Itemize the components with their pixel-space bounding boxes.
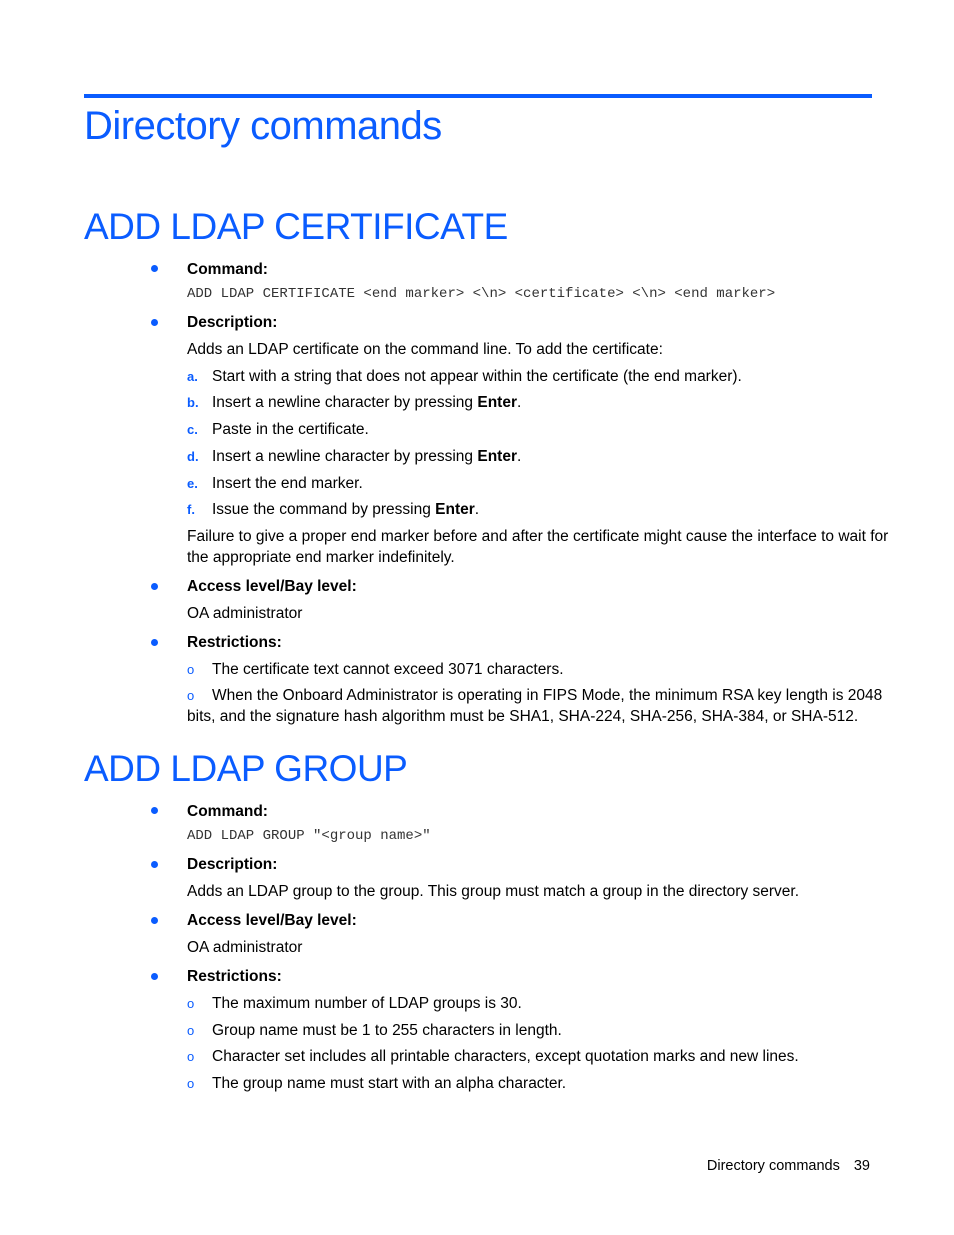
footer-section: Directory commands	[706, 1158, 840, 1174]
bullet-icon	[151, 861, 158, 868]
sub-bullet-icon: o	[187, 1023, 195, 1038]
section-title-add-ldap-group: ADD LDAP GROUP	[84, 748, 408, 789]
bullet-icon	[151, 917, 158, 924]
section-title-add-ldap-certificate: ADD LDAP CERTIFICATE	[84, 206, 508, 247]
step-text: Insert the end marker.	[212, 475, 363, 492]
restriction-item: The maximum number of LDAP groups is 30.	[212, 995, 522, 1012]
key-enter: Enter	[477, 394, 517, 411]
description-label: Description:	[187, 856, 278, 873]
step-marker: c.	[187, 422, 198, 437]
note-text: Failure to give a proper end marker before and after the certificate might cause the interface to wait for	[187, 528, 889, 545]
command-syntax: ADD LDAP CERTIFICATE <end marker> <\n> <certificate> <\n> <end marker>	[187, 286, 776, 302]
chapter-title: Directory commands	[84, 104, 442, 148]
step-text: Insert a newline character by pressing Enter.	[212, 448, 522, 465]
step-marker: e.	[187, 476, 198, 491]
access-label: Access level/Bay level:	[187, 912, 357, 929]
step-marker: f.	[187, 502, 195, 517]
restriction-item: The group name must start with an alpha character.	[212, 1075, 567, 1092]
description-text: Adds an LDAP group to the group. This group must match a group in the directory server.	[187, 883, 800, 900]
bullet-icon	[151, 639, 158, 646]
key-enter: Enter	[435, 501, 475, 518]
step-text: Start with a string that does not appear within the certificate (the end marker).	[212, 368, 742, 385]
restrictions-label: Restrictions:	[187, 968, 282, 985]
command-label: Command:	[187, 803, 268, 820]
step-marker: b.	[187, 395, 199, 410]
command-syntax: ADD LDAP GROUP "<group name>"	[187, 828, 431, 844]
access-label: Access level/Bay level:	[187, 578, 357, 595]
key-enter: Enter	[477, 448, 517, 465]
note-text: the appropriate end marker indefinitely.	[187, 549, 455, 566]
step-text: Insert a newline character by pressing Enter.	[212, 394, 522, 411]
restriction-item: Character set includes all printable characters, except quotation marks and new lines.	[212, 1048, 799, 1065]
bullet-icon	[151, 583, 158, 590]
chapter-rule	[84, 94, 872, 98]
restrictions-label: Restrictions:	[187, 634, 282, 651]
sub-bullet-icon: o	[187, 996, 195, 1011]
description-text: Adds an LDAP certificate on the command line. To add the certificate:	[187, 341, 663, 358]
page-footer	[707, 1158, 870, 1174]
access-value: OA administrator	[187, 939, 303, 956]
bullet-icon	[151, 265, 158, 272]
restriction-item: The certificate text cannot exceed 3071 characters.	[212, 661, 564, 678]
sub-bullet-icon: o	[187, 688, 195, 703]
command-label: Command:	[187, 261, 268, 278]
page-number: 39	[853, 1158, 870, 1174]
description-label: Description:	[187, 314, 278, 331]
access-value: OA administrator	[187, 605, 303, 622]
restriction-item: bits, and the signature hash algorithm must be SHA1, SHA-224, SHA-256, SHA-384, or SHA-512.	[187, 708, 859, 725]
step-marker: a.	[187, 369, 198, 384]
sub-bullet-icon: o	[187, 1049, 195, 1064]
bullet-icon	[151, 807, 158, 814]
bullet-icon	[151, 973, 158, 980]
sub-bullet-icon: o	[187, 662, 195, 677]
restriction-item: Group name must be 1 to 255 characters in length.	[212, 1022, 562, 1039]
step-marker: d.	[187, 449, 199, 464]
restriction-item: When the Onboard Administrator is operating in FIPS Mode, the minimum RSA key length is 2048	[212, 687, 883, 704]
sub-bullet-icon: o	[187, 1076, 195, 1091]
step-text: Paste in the certificate.	[212, 421, 369, 438]
bullet-icon	[151, 319, 158, 326]
step-text: Issue the command by pressing Enter.	[212, 501, 480, 518]
